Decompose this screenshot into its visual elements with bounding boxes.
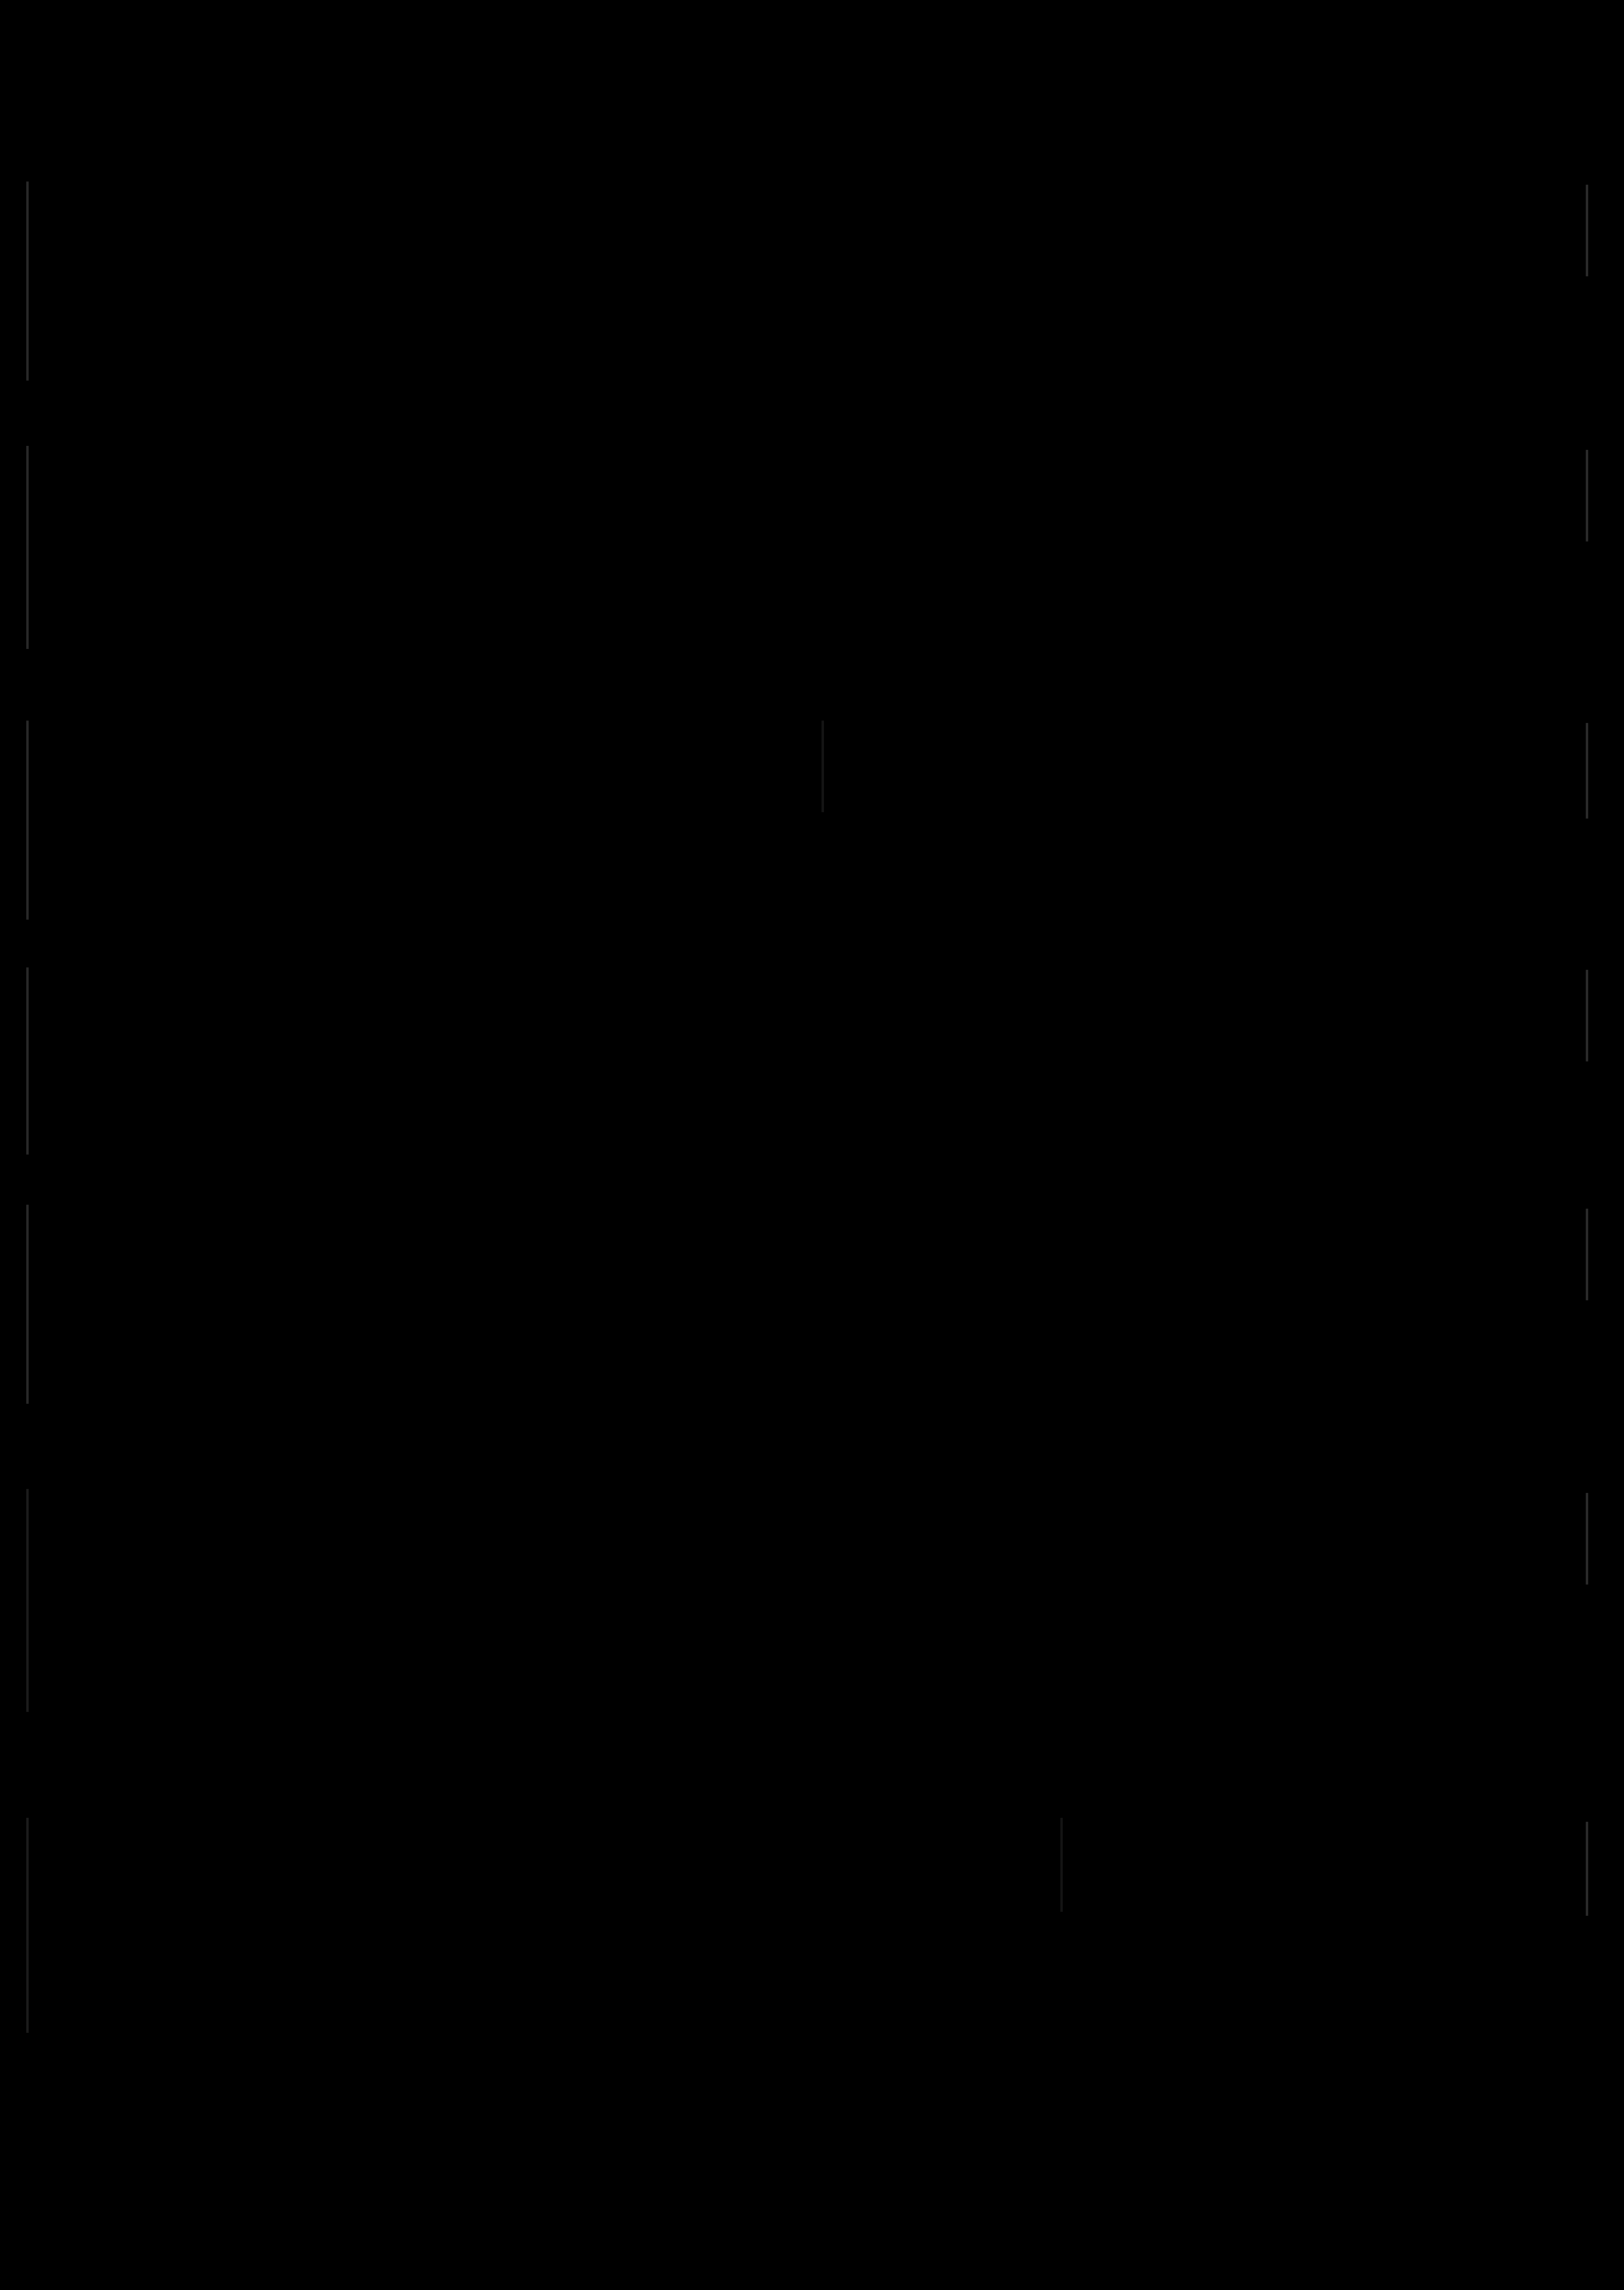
content-band: [0, 446, 1624, 649]
content-band: [0, 717, 1624, 920]
right-margin-rule: [1586, 185, 1588, 276]
right-margin-rule: [1586, 450, 1588, 541]
content-band: [0, 1815, 1624, 2030]
column-separator-upper: [822, 721, 824, 812]
left-margin-rule: [26, 446, 29, 649]
right-margin-rule: [1586, 1209, 1588, 1300]
right-margin-rule: [1586, 1822, 1588, 1916]
content-band: [0, 182, 1624, 381]
left-margin-rule: [26, 721, 29, 920]
left-margin-rule: [26, 1489, 29, 1712]
content-band: [0, 1489, 1624, 1712]
left-margin-rule: [26, 182, 29, 381]
right-margin-rule: [1586, 970, 1588, 1061]
left-margin-rule: [26, 1818, 29, 2033]
left-margin-rule: [26, 967, 29, 1155]
left-margin-rule: [26, 1205, 29, 1404]
content-band: [0, 963, 1624, 1155]
content-band: [0, 1202, 1624, 1401]
right-margin-rule: [1586, 723, 1588, 819]
column-separator-lower: [1060, 1818, 1063, 1912]
right-margin-rule: [1586, 1493, 1588, 1585]
